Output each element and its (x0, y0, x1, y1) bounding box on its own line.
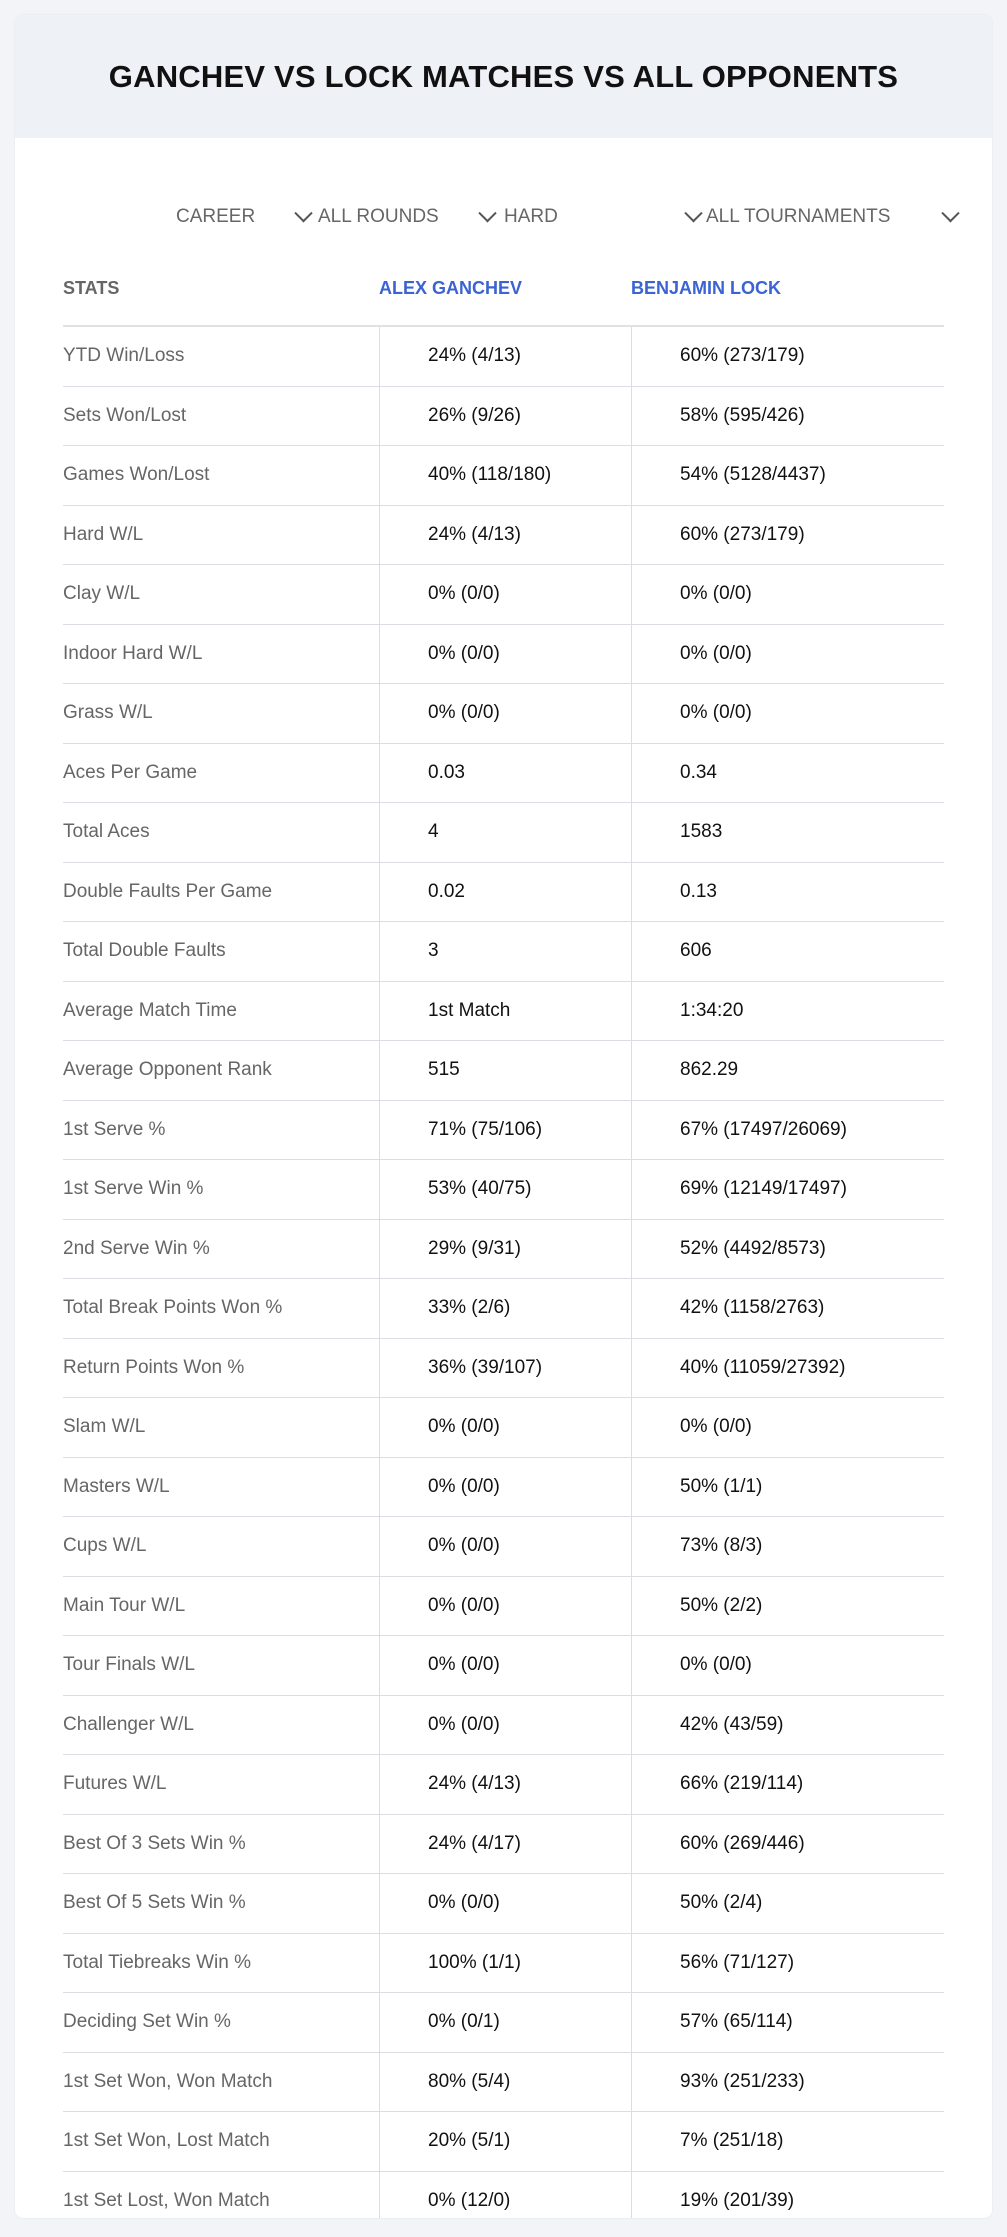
stat-label: Deciding Set Win % (63, 2011, 231, 2033)
table-row (63, 1815, 944, 1875)
table-row (63, 1577, 944, 1637)
stats-card (15, 15, 992, 2218)
player2-stat-value: 0% (0/0) (631, 565, 944, 624)
stat-label: Average Match Time (63, 999, 237, 1021)
player1-stat-value: 0% (0/1) (379, 1993, 631, 2052)
player2-stat-value: 73% (8/3) (631, 1517, 944, 1576)
period-select-value: CAREER (176, 206, 256, 227)
player1-stat-value: 24% (4/13) (379, 1755, 631, 1814)
table-row (63, 1934, 944, 1994)
table-row (63, 803, 944, 863)
player1-stat-value: 20% (5/1) (379, 2112, 631, 2171)
table-row (63, 863, 944, 923)
chevron-down-icon (478, 204, 496, 222)
stat-label: Aces Per Game (63, 761, 198, 783)
period-select[interactable] (176, 200, 314, 234)
page-title: GANCHEV VS LOCK MATCHES VS ALL OPPONENTS (108, 58, 899, 94)
table-row (63, 744, 944, 804)
table-row (63, 625, 944, 685)
surface-select-value: HARD (504, 206, 558, 227)
table-row (63, 1755, 944, 1815)
player2-stat-value: 1:34:20 (631, 982, 944, 1041)
player1-stat-value: 0% (0/0) (379, 1636, 631, 1695)
player2-stat-value: 19% (201/39) (631, 2172, 944, 2219)
table-row (63, 1696, 944, 1756)
table-row (63, 1279, 944, 1339)
player1-stat-value: 0% (12/0) (379, 2172, 631, 2219)
player1-stat-value: 0.02 (379, 863, 631, 922)
stat-label: Grass W/L (63, 702, 153, 724)
stat-label: Sets Won/Lost (63, 404, 187, 426)
stat-label: Return Points Won % (63, 1356, 245, 1378)
table-row (63, 2112, 944, 2172)
player2-stat-value: 56% (71/127) (631, 1934, 944, 1993)
player1-stat-value: 36% (39/107) (379, 1339, 631, 1398)
table-row (63, 2053, 944, 2113)
player1-stat-value: 24% (4/13) (379, 506, 631, 565)
player2-stat-value: 0% (0/0) (631, 684, 944, 743)
player1-stat-value: 53% (40/75) (379, 1160, 631, 1219)
table-row (63, 1160, 944, 1220)
chevron-down-icon (294, 204, 312, 222)
player2-stat-value: 50% (1/1) (631, 1458, 944, 1517)
stat-label: 1st Set Lost, Won Match (63, 2189, 270, 2211)
stat-label: Average Opponent Rank (63, 1059, 272, 1081)
player2-stat-value: 57% (65/114) (631, 1993, 944, 2052)
player1-stat-value: 0% (0/0) (379, 1696, 631, 1755)
table-body (63, 327, 944, 2218)
player2-stat-value: 0.34 (631, 744, 944, 803)
surface-select[interactable] (504, 200, 704, 234)
player2-stat-value: 606 (631, 922, 944, 981)
player1-stat-value: 71% (75/106) (379, 1101, 631, 1160)
stat-label: YTD Win/Loss (63, 345, 185, 367)
player1-stat-value: 0.03 (379, 744, 631, 803)
stat-label: Best Of 5 Sets Win % (63, 1892, 246, 1914)
stats-table (63, 252, 944, 2218)
player1-stat-value: 0% (0/0) (379, 565, 631, 624)
stat-label: Best Of 3 Sets Win % (63, 1832, 246, 1854)
table-row (63, 1874, 944, 1934)
table-row (63, 1220, 944, 1280)
stat-label: 1st Set Won, Lost Match (63, 2130, 270, 2152)
table-row (63, 1636, 944, 1696)
table-row (63, 506, 944, 566)
player2-stat-value: 0% (0/0) (631, 625, 944, 684)
player2-stat-value: 60% (273/179) (631, 506, 944, 565)
table-row (63, 1398, 944, 1458)
player2-stat-value: 93% (251/233) (631, 2053, 944, 2112)
stat-label: 1st Serve Win % (63, 1178, 204, 1200)
player1-stat-value: 26% (9/26) (379, 387, 631, 446)
player2-stat-value: 40% (11059/27392) (631, 1339, 944, 1398)
tournaments-select-value: ALL TOURNAMENTS (706, 206, 891, 227)
player2-stat-value: 66% (219/114) (631, 1755, 944, 1814)
stat-label: Indoor Hard W/L (63, 642, 203, 664)
player1-stat-value: 33% (2/6) (379, 1279, 631, 1338)
player1-stat-value: 0% (0/0) (379, 1458, 631, 1517)
player1-stat-value: 515 (379, 1041, 631, 1100)
stat-label: 1st Set Won, Won Match (63, 2070, 273, 2092)
player1-stat-value: 24% (4/17) (379, 1815, 631, 1874)
player2-stat-value: 7% (251/18) (631, 2112, 944, 2171)
stat-label: Cups W/L (63, 1535, 147, 1557)
stat-label: Total Double Faults (63, 940, 226, 962)
player1-stat-value: 0% (0/0) (379, 625, 631, 684)
player2-stat-value: 60% (273/179) (631, 327, 944, 386)
player2-link[interactable]: BENJAMIN LOCK (631, 277, 782, 298)
player2-stat-value: 1583 (631, 803, 944, 862)
stat-label: Total Break Points Won % (63, 1297, 283, 1319)
table-header (63, 252, 944, 327)
player2-stat-value: 58% (595/426) (631, 387, 944, 446)
player1-stat-value: 0% (0/0) (379, 684, 631, 743)
player1-link[interactable]: ALEX GANCHEV (379, 277, 523, 298)
player2-stat-value: 862.29 (631, 1041, 944, 1100)
table-row (63, 1041, 944, 1101)
table-row (63, 684, 944, 744)
rounds-select[interactable] (318, 200, 498, 234)
player2-stat-value: 69% (12149/17497) (631, 1160, 944, 1219)
table-row (63, 1517, 944, 1577)
player2-stat-value: 42% (1158/2763) (631, 1279, 944, 1338)
player1-stat-value: 0% (0/0) (379, 1398, 631, 1457)
player2-stat-value: 60% (269/446) (631, 1815, 944, 1874)
player1-stat-value: 100% (1/1) (379, 1934, 631, 1993)
table-row (63, 327, 944, 387)
player2-stat-value: 0% (0/0) (631, 1636, 944, 1695)
player1-stat-value: 0% (0/0) (379, 1517, 631, 1576)
table-row (63, 565, 944, 625)
player1-stat-value: 40% (118/180) (379, 446, 631, 505)
stat-label: 2nd Serve Win % (63, 1237, 210, 1259)
table-row (63, 922, 944, 982)
table-row (63, 446, 944, 506)
player2-stat-value: 50% (2/4) (631, 1874, 944, 1933)
player2-stat-value: 54% (5128/4437) (631, 446, 944, 505)
stat-label: Total Tiebreaks Win % (63, 1951, 251, 1973)
stat-label: Clay W/L (63, 583, 141, 605)
table-row (63, 982, 944, 1042)
player1-stat-value: 29% (9/31) (379, 1220, 631, 1279)
player2-stat-value: 50% (2/2) (631, 1577, 944, 1636)
tournaments-select[interactable] (706, 200, 961, 234)
stat-label: Main Tour W/L (63, 1594, 186, 1616)
stat-label: Hard W/L (63, 523, 144, 545)
stat-label: Total Aces (63, 821, 150, 843)
chevron-down-icon (684, 204, 702, 222)
table-row (63, 1458, 944, 1518)
player1-stat-value: 1st Match (379, 982, 631, 1041)
stat-label: Futures W/L (63, 1773, 167, 1795)
table-row (63, 2172, 944, 2219)
table-row (63, 1339, 944, 1399)
player1-stat-value: 24% (4/13) (379, 327, 631, 386)
player1-stat-value: 0% (0/0) (379, 1577, 631, 1636)
stat-label: Slam W/L (63, 1416, 146, 1438)
stat-label: Tour Finals W/L (63, 1654, 195, 1676)
page-header (15, 15, 992, 138)
table-row (63, 1101, 944, 1161)
chevron-down-icon (941, 204, 959, 222)
stat-label: 1st Serve % (63, 1118, 166, 1140)
rounds-select-value: ALL ROUNDS (318, 206, 439, 227)
stat-label: Challenger W/L (63, 1713, 194, 1735)
column-header-stats: STATS (63, 277, 120, 298)
player1-stat-value: 0% (0/0) (379, 1874, 631, 1933)
stat-label: Double Faults Per Game (63, 880, 273, 902)
player2-stat-value: 42% (43/59) (631, 1696, 944, 1755)
player2-stat-value: 0% (0/0) (631, 1398, 944, 1457)
table-row (63, 387, 944, 447)
player1-stat-value: 80% (5/4) (379, 2053, 631, 2112)
player2-stat-value: 0.13 (631, 863, 944, 922)
player1-stat-value: 4 (379, 803, 631, 862)
player2-stat-value: 52% (4492/8573) (631, 1220, 944, 1279)
table-row (63, 1993, 944, 2053)
player1-stat-value: 3 (379, 922, 631, 981)
stat-label: Games Won/Lost (63, 464, 210, 486)
stat-label: Masters W/L (63, 1475, 170, 1497)
player2-stat-value: 67% (17497/26069) (631, 1101, 944, 1160)
filter-bar (15, 200, 992, 234)
